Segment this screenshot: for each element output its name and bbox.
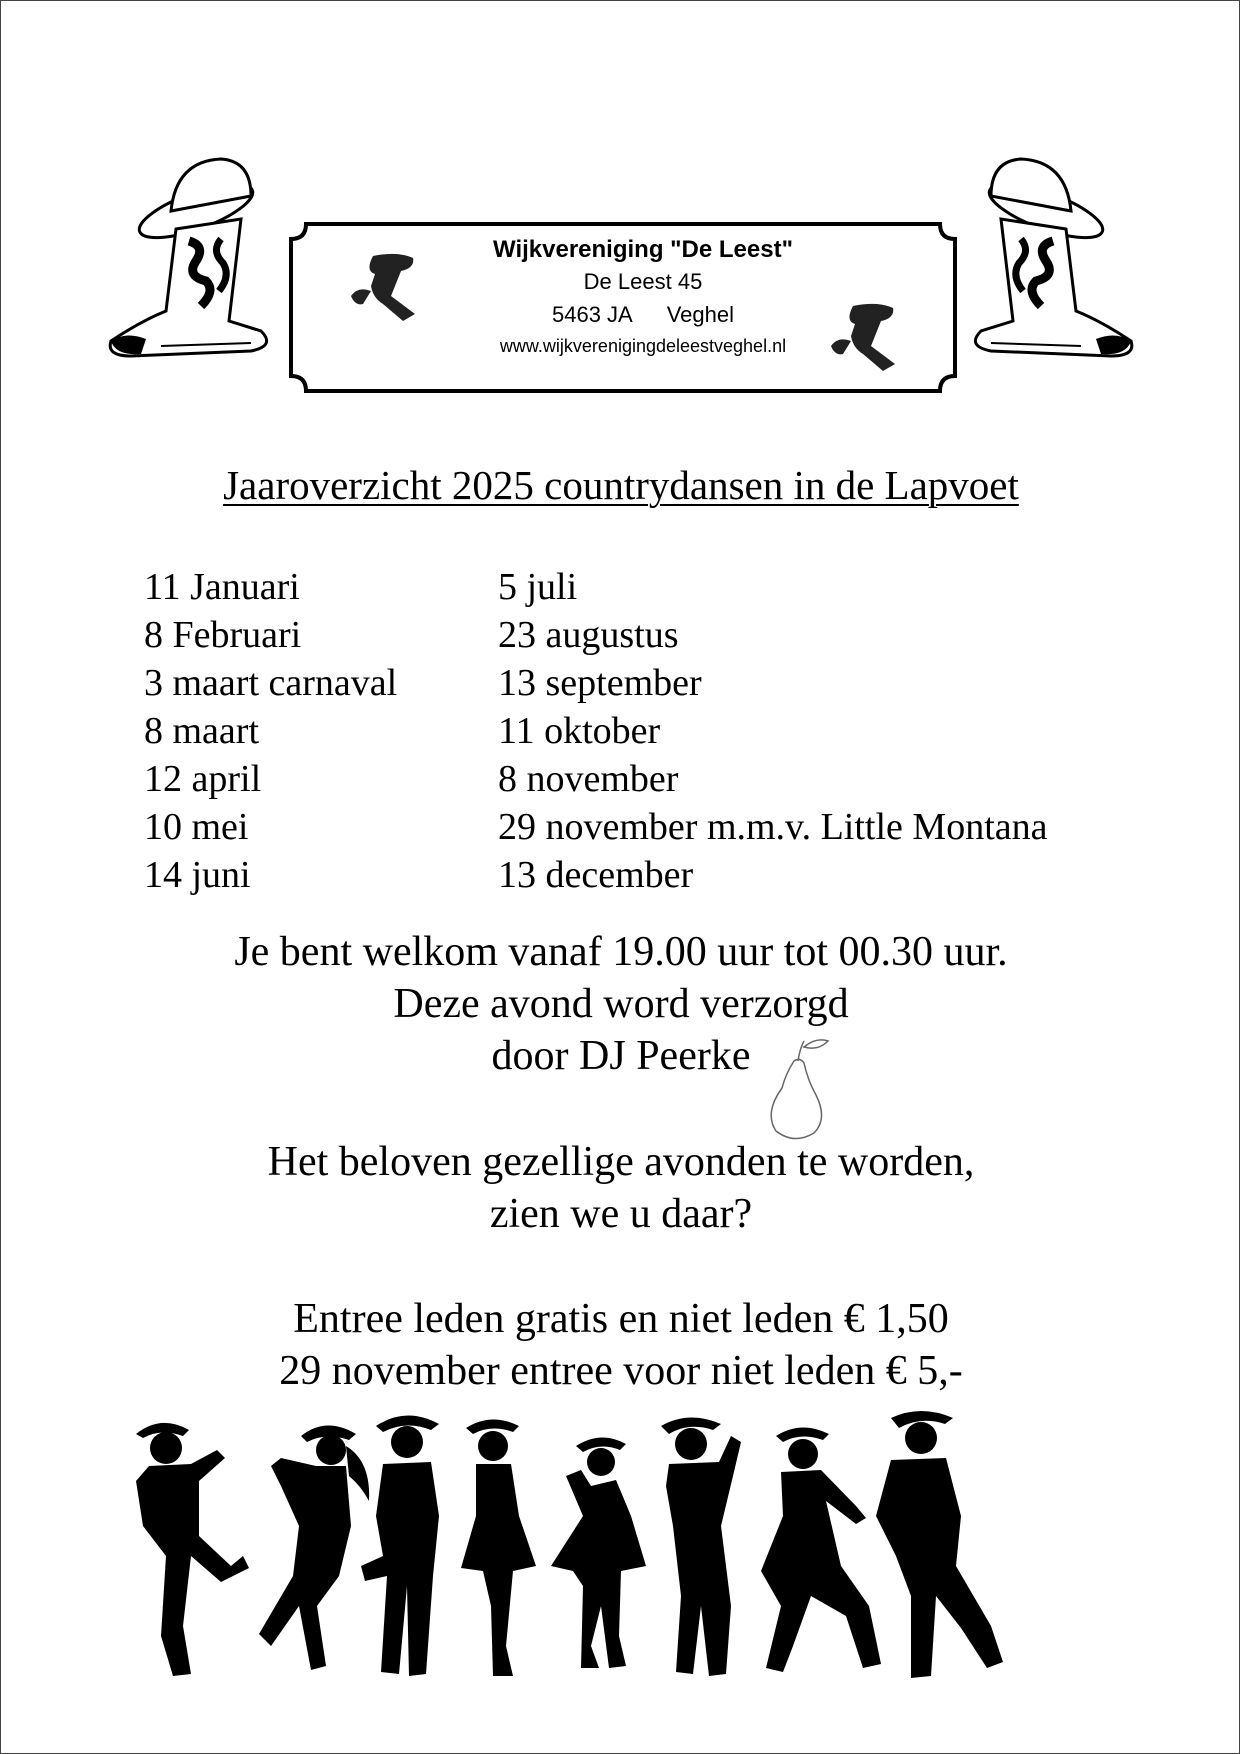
dancer-silhouette <box>259 1425 369 1670</box>
page-title: Jaaroverzicht 2025 countrydansen in de Lapvoet <box>223 462 1019 508</box>
entry-fee-text: Entree leden gratis en niet leden € 1,50 <box>293 1296 949 1342</box>
promo-text-line-2: zien we u daar? <box>489 1191 753 1237</box>
dj-note-text: Deze avond word verzorgd <box>393 981 849 1027</box>
dancer-silhouette <box>761 1427 881 1672</box>
organization-header <box>288 221 958 394</box>
org-city: Veghel <box>666 302 735 327</box>
org-postcode: 5463 JA <box>551 302 633 327</box>
dancer-silhouette <box>361 1415 439 1676</box>
date-item: 5 juli <box>498 566 578 608</box>
dates-left-column <box>144 563 397 899</box>
date-item: 8 Februari <box>144 614 302 656</box>
welcome-text: Je bent welkom vanaf 19.00 uur tot 00.30 uur. <box>234 929 1008 975</box>
entry-fee-special-text: 29 november entree voor niet leden € 5,- <box>279 1348 963 1394</box>
org-website: www.wijkverenigingdeleestveghel.nl <box>499 336 787 356</box>
date-item: 14 juni <box>144 854 251 896</box>
org-street: De Leest 45 <box>583 269 703 294</box>
date-item: 23 augustus <box>498 614 679 656</box>
date-item: 8 maart <box>144 710 260 752</box>
date-item: 29 november m.m.v. Little Montana <box>498 806 1048 848</box>
cowboy-boot-right-icon <box>941 151 1141 381</box>
dancer-silhouette <box>551 1437 646 1668</box>
date-item: 3 maart carnaval <box>144 662 398 704</box>
cowboy-boot-left-icon <box>101 151 301 381</box>
line-dancers-silhouette <box>121 1406 1121 1696</box>
promo-text-line-1: Het beloven gezellige avonden te worden, <box>267 1139 975 1185</box>
date-item: 8 november <box>498 758 679 800</box>
date-item: 13 december <box>498 854 694 896</box>
org-name: Wijkvereniging "De Leest" <box>493 236 793 263</box>
dancer-silhouette <box>876 1411 1003 1678</box>
pear-icon <box>756 1033 836 1143</box>
date-item: 10 mei <box>144 806 249 848</box>
date-item: 11 Januari <box>144 566 300 608</box>
date-item: 12 april <box>144 758 262 800</box>
dancer-silhouette <box>661 1417 741 1676</box>
dancer-silhouette <box>461 1419 536 1676</box>
dj-name-text: door DJ Peerke <box>491 1033 751 1079</box>
dancer-silhouette <box>136 1423 249 1676</box>
dates-right-column <box>498 563 1047 899</box>
date-item: 13 september <box>498 662 702 704</box>
date-item: 11 oktober <box>498 710 661 752</box>
